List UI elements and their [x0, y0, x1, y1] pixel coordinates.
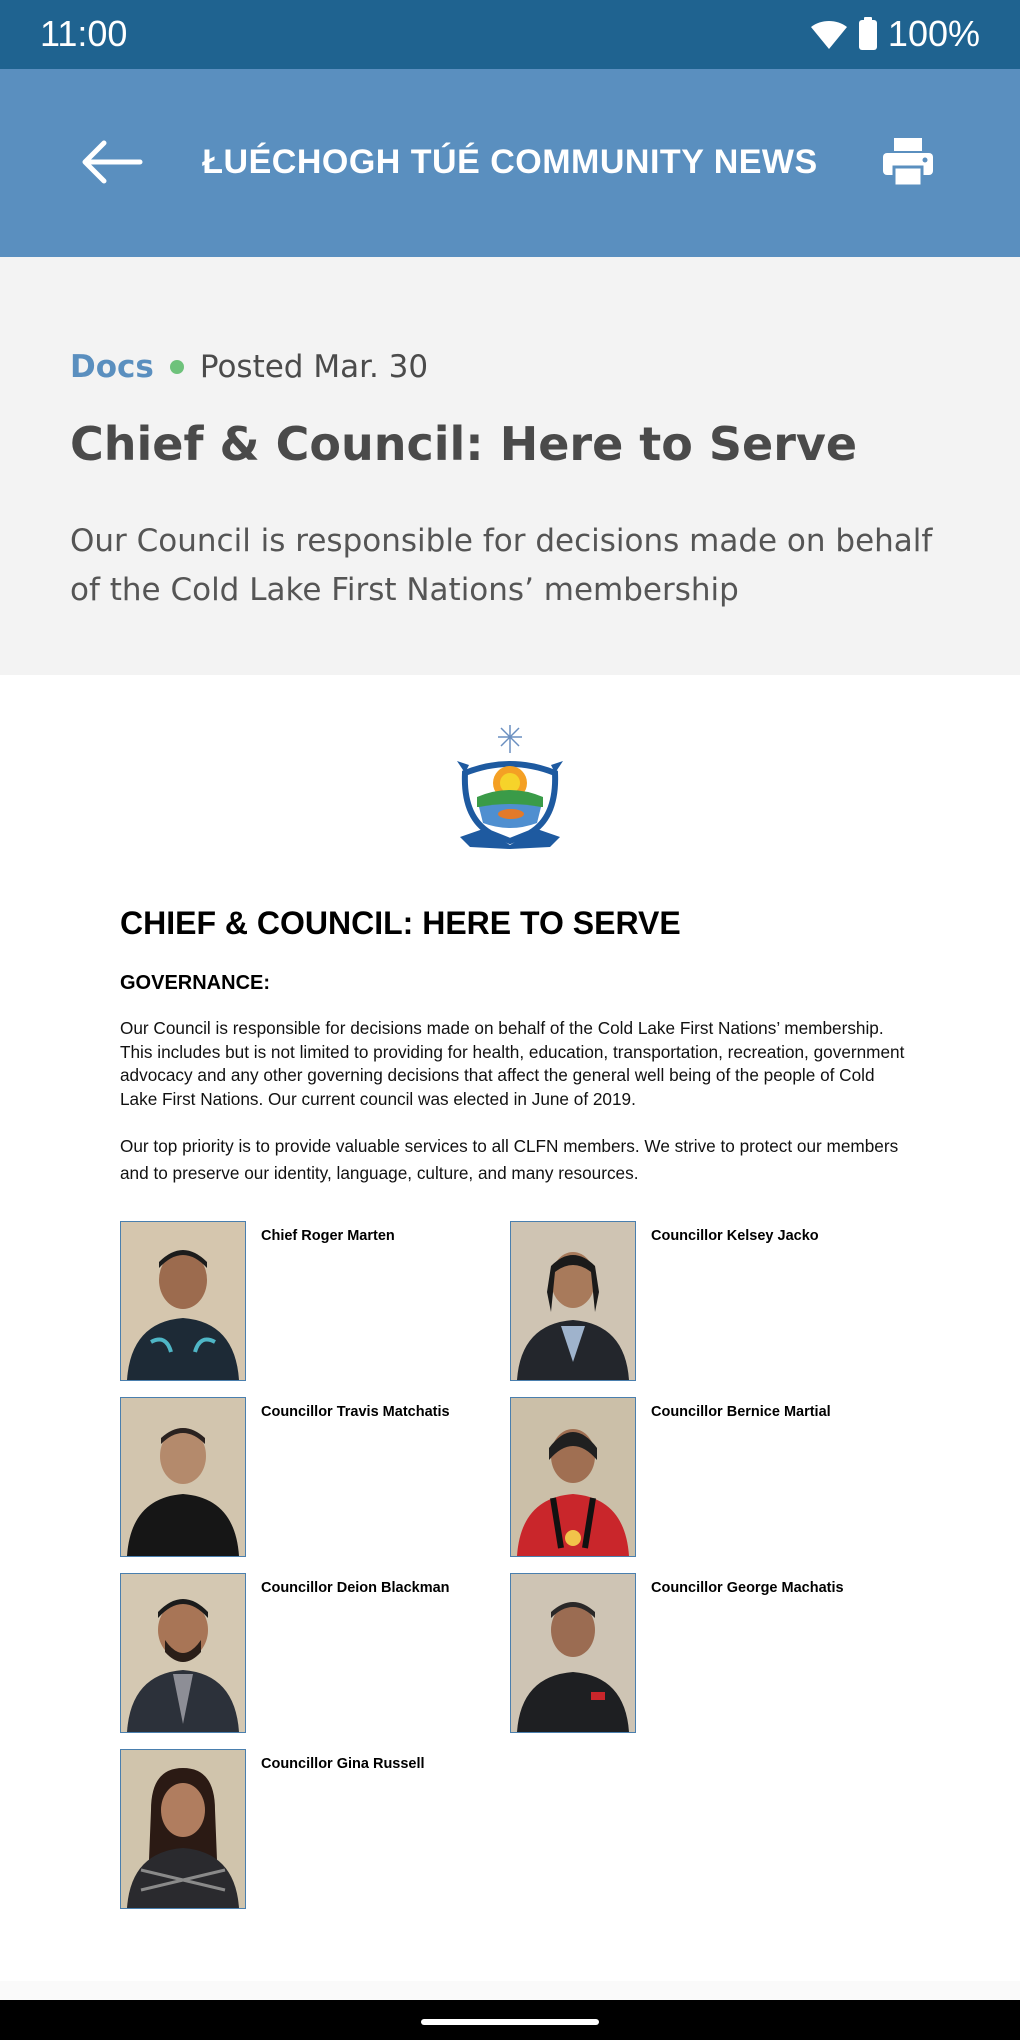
- person-silhouette-icon: [121, 1222, 245, 1380]
- member-photo: [120, 1221, 246, 1381]
- member-photo: [120, 1749, 246, 1909]
- member-photo: [510, 1397, 636, 1557]
- document-title: CHIEF & COUNCIL: HERE TO SERVE: [120, 905, 681, 941]
- cold-lake-first-nations-logo: [455, 725, 565, 850]
- home-gesture-handle[interactable]: [421, 2019, 599, 2025]
- person-silhouette-icon: [511, 1574, 635, 1732]
- member-photo: [120, 1573, 246, 1733]
- document-page: [0, 675, 1020, 1981]
- governance-heading: GOVERNANCE:: [120, 972, 271, 994]
- member-name: Councillor George Machatis: [651, 1580, 844, 1596]
- member-photo: [120, 1397, 246, 1557]
- separator-dot: [170, 360, 184, 374]
- article-title: Chief & Council: Here to Serve: [70, 417, 858, 471]
- person-silhouette-icon: [121, 1574, 245, 1732]
- member-name: Councillor Travis Matchatis: [261, 1404, 450, 1420]
- status-time: 11:00: [40, 13, 128, 54]
- print-icon: [882, 137, 934, 187]
- posted-date: Posted Mar. 30: [199, 349, 429, 385]
- member-photo: [510, 1221, 636, 1381]
- status-bar: [0, 0, 1020, 69]
- navigation-bar: [0, 1981, 1020, 2040]
- member-name: Councillor Kelsey Jacko: [651, 1228, 819, 1244]
- member-name: Councillor Deion Blackman: [261, 1580, 450, 1596]
- article-header: [0, 257, 1020, 675]
- person-silhouette-icon: [121, 1398, 245, 1556]
- member-photo: [510, 1573, 636, 1733]
- article-meta: [70, 347, 428, 387]
- app-title: ŁUÉCHOGH TÚÉ COMMUNITY NEWS: [202, 143, 818, 181]
- battery-icon: [858, 17, 878, 51]
- arrow-left-icon: [80, 139, 146, 185]
- battery-percent: 100%: [887, 13, 980, 54]
- member-name: Chief Roger Marten: [261, 1228, 395, 1244]
- person-silhouette-icon: [511, 1222, 635, 1380]
- member-name: Councillor Gina Russell: [261, 1756, 425, 1772]
- category-link[interactable]: Docs: [70, 349, 154, 385]
- article-subtitle: Our Council is responsible for decisions made on behalf of the Cold Lake First Nations’ membership: [70, 523, 933, 608]
- member-name: Councillor Bernice Martial: [651, 1404, 831, 1420]
- governance-paragraph: Our Council is responsible for decisions made on behalf of the Cold Lake First Nations’ membership. This includes but is not limited to providing for health, education, transportation, recreation, government advocacy and any other governing decisions that affect the general well being of the people of Cold Lake First Nations. Our current council was elected in June of 2019.: [120, 1018, 905, 1109]
- app-bar: [0, 69, 1020, 257]
- status-icons: [810, 14, 980, 54]
- print-button[interactable]: [882, 137, 934, 187]
- person-silhouette-icon: [121, 1750, 245, 1908]
- back-button[interactable]: [80, 139, 146, 185]
- person-silhouette-icon: [511, 1398, 635, 1556]
- wifi-icon: [810, 18, 848, 50]
- priority-paragraph: Our top priority is to provide valuable services to all CLFN members. We strive to protect our members and to preserve our identity, language, culture, and many resources.: [120, 1136, 899, 1183]
